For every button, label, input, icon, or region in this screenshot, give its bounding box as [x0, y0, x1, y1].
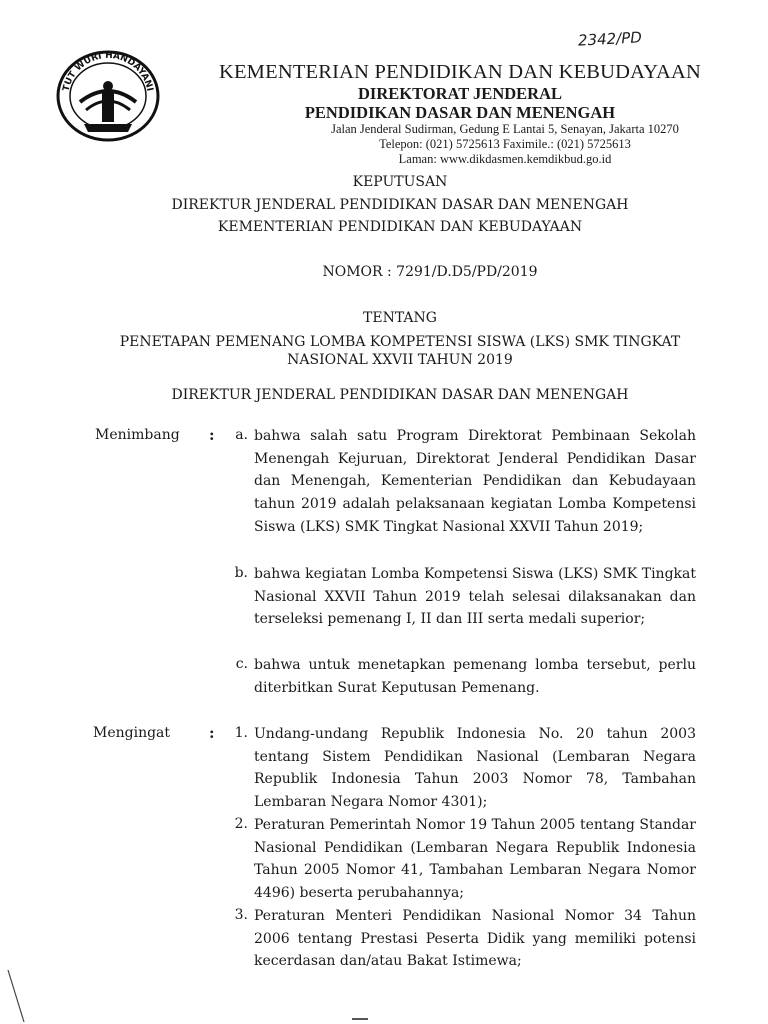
- scan-artifact-line: [6, 968, 26, 1024]
- handwritten-note: 2342/PD: [577, 28, 643, 50]
- letterhead: [180, 60, 740, 167]
- issuer-line-1: DIREKTUR JENDERAL PENDIDIKAN DASAR DAN MENENGAH: [171, 197, 629, 213]
- logo-motto: TUT WURI HANDAYANI: [61, 50, 155, 93]
- menimbang-marker-b: b.: [234, 565, 248, 581]
- subject-line-1: PENETAPAN PEMENANG LOMBA KOMPETENSI SISWA (LKS) SMK TINGKAT: [119, 334, 681, 350]
- menimbang-label: Menimbang: [95, 427, 180, 443]
- decree-number: NOMOR : 7291/D.D5/PD/2019: [322, 264, 538, 280]
- mengingat-item-1: Undang-undang Republik Indonesia No. 20 tahun 2003 tentang Sistem Pendidikan Nasional (Lembaran Negara Republik Indonesia Tahun 2003 Nomor 78, Tambahan Lembaran Negara Nomor 4301);: [254, 726, 696, 811]
- page-footer-mark: [352, 1018, 368, 1020]
- mengingat-marker-3: 3.: [234, 907, 248, 923]
- directorate-line-2: PENDIDIKAN DASAR DAN MENENGAH: [304, 103, 616, 122]
- address: Jalan Jenderal Sudirman, Gedung E Lantai 5, Senayan, Jakarta 10270: [331, 122, 679, 136]
- website: Laman: www.dikdasmen.kemdikbud.go.id: [398, 152, 612, 166]
- menimbang-marker-c: c.: [235, 656, 248, 672]
- menimbang-item-b: bahwa kegiatan Lomba Kompetensi Siswa (LKS) SMK Tingkat Nasional XXVII Tahun 2019 telah selesai dilaksanakan dan terseleksi pemenang I, II dan III serta medali superior;: [254, 566, 696, 628]
- menimbang-marker-a: a.: [235, 427, 248, 443]
- tut-wuri-handayani-logo: [50, 40, 166, 144]
- mengingat-label: Mengingat: [93, 725, 171, 741]
- menimbang-item-c: bahwa untuk menetapkan pemenang lomba tersebut, perlu diterbitkan Surat Keputusan Pemenang.: [254, 657, 696, 696]
- phone: Telepon: (021) 5725613 Faximile.: (021) 5725613: [379, 137, 631, 151]
- about-label: TENTANG: [363, 310, 437, 326]
- mengingat-item-3: Peraturan Menteri Pendidikan Nasional Nomor 34 Tahun 2006 tentang Prestasi Peserta Didik yang memiliki potensi kecerdasan dan/atau Bakat Istimewa;: [254, 908, 696, 970]
- issuer-line-2: KEMENTERIAN PENDIDIKAN DAN KEBUDAYAAN: [217, 219, 583, 235]
- signatory-title: DIREKTUR JENDERAL PENDIDIKAN DASAR DAN MENENGAH: [171, 387, 629, 403]
- mengingat-marker-1: 1.: [234, 725, 248, 741]
- ministry-name: KEMENTERIAN PENDIDIKAN DAN KEBUDAYAAN: [218, 61, 702, 83]
- mengingat-marker-2: 2.: [234, 816, 248, 832]
- menimbang-item-a: bahwa salah satu Program Direktorat Pembinaan Sekolah Menengah Kejuruan, Direktorat Jenderal Pendidikan Dasar dan Menengah, Kementerian Pendidikan dan Kebudayaan tahun 2019 adalah pelaksanaan kegiatan Lomba Kompetensi Siswa (LKS) SMK Tingkat Nasional XXVII Tahun 2019;: [254, 428, 696, 535]
- menimbang-colon: :: [209, 426, 215, 444]
- mengingat-colon: :: [209, 724, 215, 742]
- mengingat-item-2: Peraturan Pemerintah Nomor 19 Tahun 2005 tentang Standar Nasional Pendidikan (Lembaran Negara Republik Indonesia Tahun 2005 Nomor 41, Tambahan Lembaran Negara Nomor 4496) beserta perubahannya;: [254, 817, 696, 902]
- decree-type: KEPUTUSAN: [352, 174, 448, 190]
- subject-line-2: NASIONAL XXVII TAHUN 2019: [287, 352, 513, 368]
- directorate-line-1: DIREKTORAT JENDERAL: [357, 84, 562, 103]
